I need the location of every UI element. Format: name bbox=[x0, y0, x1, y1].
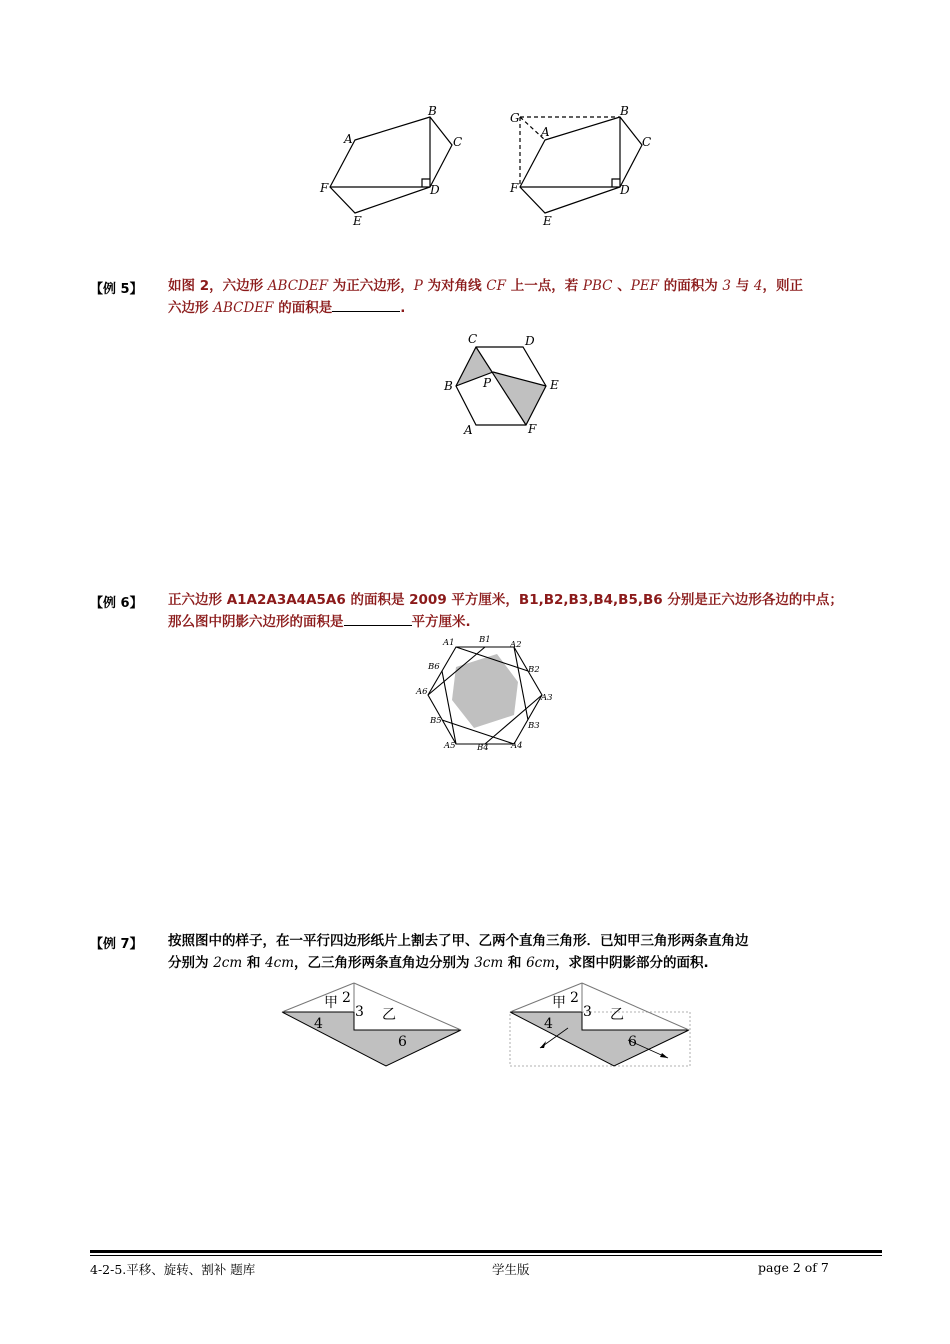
label-A2: A2 bbox=[510, 640, 522, 650]
example-6-line-1: 正六边形 A1A2A3A4A5A6 的面积是 2009 平方厘米，B1,B2,B3,B4,B5,B6 分别是正六边形各边的中点； bbox=[168, 592, 843, 608]
example-6-text bbox=[168, 589, 928, 633]
label-B2: B bbox=[620, 104, 629, 118]
label-jia-2: 甲 bbox=[552, 995, 566, 1011]
example-6-hexagon-figure bbox=[410, 632, 560, 757]
label-B: B bbox=[428, 104, 437, 118]
footer-rule-thin bbox=[90, 1255, 882, 1256]
example-6-tag: 【例 6】 bbox=[90, 596, 143, 611]
hexagon-figure-pair bbox=[300, 95, 670, 235]
label-F2: F bbox=[510, 181, 519, 195]
example-7-parallelogram-figures bbox=[278, 978, 698, 1073]
example-7-line-1: 按照图中的样子，在一平行四边形纸片上割去了甲、乙两个直角三角形．已知甲三角形两条直角边 bbox=[168, 933, 749, 949]
label-A: A bbox=[464, 423, 473, 437]
label-B2: B2 bbox=[528, 665, 540, 675]
example-6-line-2: 那么图中阴影六边形的面积是 平方厘米. bbox=[168, 611, 928, 633]
label-C: C bbox=[468, 332, 478, 346]
label-yi: 乙 bbox=[382, 1007, 396, 1023]
label-E2: E bbox=[543, 214, 552, 228]
label-A1: A1 bbox=[443, 638, 455, 648]
label-B1: B1 bbox=[479, 635, 491, 645]
example-7-text bbox=[168, 930, 908, 974]
answer-blank bbox=[344, 611, 412, 626]
label-B4: B4 bbox=[477, 743, 489, 753]
label-2-2: 2 bbox=[570, 990, 579, 1006]
label-B6: B6 bbox=[428, 662, 440, 672]
label-3-2: 3 bbox=[583, 1004, 592, 1020]
label-D: D bbox=[430, 183, 440, 197]
label-A2: A bbox=[541, 125, 550, 139]
label-A4: A4 bbox=[511, 741, 523, 751]
footer-rule-thick bbox=[90, 1250, 882, 1253]
shaded-triangle-pef bbox=[493, 372, 546, 425]
label-6: 6 bbox=[398, 1034, 407, 1050]
example-5-line-2: 六边形 ABCDEF 的面积是 . bbox=[168, 297, 908, 319]
label-B5: B5 bbox=[430, 716, 442, 726]
arrow-head-right bbox=[660, 1053, 668, 1058]
example-7-tag: 【例 7】 bbox=[90, 937, 143, 952]
label-E: E bbox=[353, 214, 362, 228]
right-hexagon bbox=[520, 117, 642, 213]
label-3: 3 bbox=[355, 1004, 364, 1020]
label-A5: A5 bbox=[444, 741, 456, 751]
shaded-inner-hexagon bbox=[452, 654, 518, 728]
example-5-tag: 【例 5】 bbox=[90, 282, 143, 297]
label-F: F bbox=[320, 181, 329, 195]
label-2: 2 bbox=[342, 990, 351, 1006]
label-4: 4 bbox=[314, 1016, 323, 1032]
label-A3: A3 bbox=[541, 693, 553, 703]
label-A: A bbox=[344, 132, 353, 146]
example-7-line-2: 分别为 2cm 和 4cm，乙三角形两条直角边分别为 3cm 和 6cm，求图中阴影部分的面积. bbox=[168, 955, 709, 971]
label-jia: 甲 bbox=[324, 995, 338, 1011]
label-4-2: 4 bbox=[544, 1016, 553, 1032]
example-5-line-1: 如图 2，六边形 ABCDEF 为正六边形，P 为对角线 CF 上一点，若 PBC 、PEF 的面积为 3 与 4，则正 bbox=[168, 278, 804, 294]
label-B: B bbox=[444, 379, 453, 393]
right-shaded-region bbox=[510, 1012, 689, 1066]
label-C2: C bbox=[642, 135, 652, 149]
left-shaded-region bbox=[282, 1012, 461, 1066]
label-P: P bbox=[483, 376, 492, 390]
label-G: G bbox=[510, 111, 520, 125]
label-yi-2: 乙 bbox=[610, 1007, 624, 1023]
label-D2: D bbox=[620, 183, 630, 197]
footer-left: 4-2-5.平移、旋转、割补 题库 bbox=[90, 1262, 256, 1277]
label-A6: A6 bbox=[416, 687, 428, 697]
label-F: F bbox=[528, 422, 537, 436]
answer-blank bbox=[332, 297, 400, 312]
label-D: D bbox=[525, 334, 535, 348]
example-5-text bbox=[168, 275, 908, 319]
footer-page-number: page 2 of 7 bbox=[758, 1260, 829, 1275]
label-C: C bbox=[453, 135, 463, 149]
label-E: E bbox=[550, 378, 559, 392]
label-6-2: 6 bbox=[628, 1034, 637, 1050]
footer-center: 学生版 bbox=[492, 1262, 530, 1277]
example-5-hexagon-figure bbox=[438, 330, 568, 440]
label-B3: B3 bbox=[528, 721, 540, 731]
